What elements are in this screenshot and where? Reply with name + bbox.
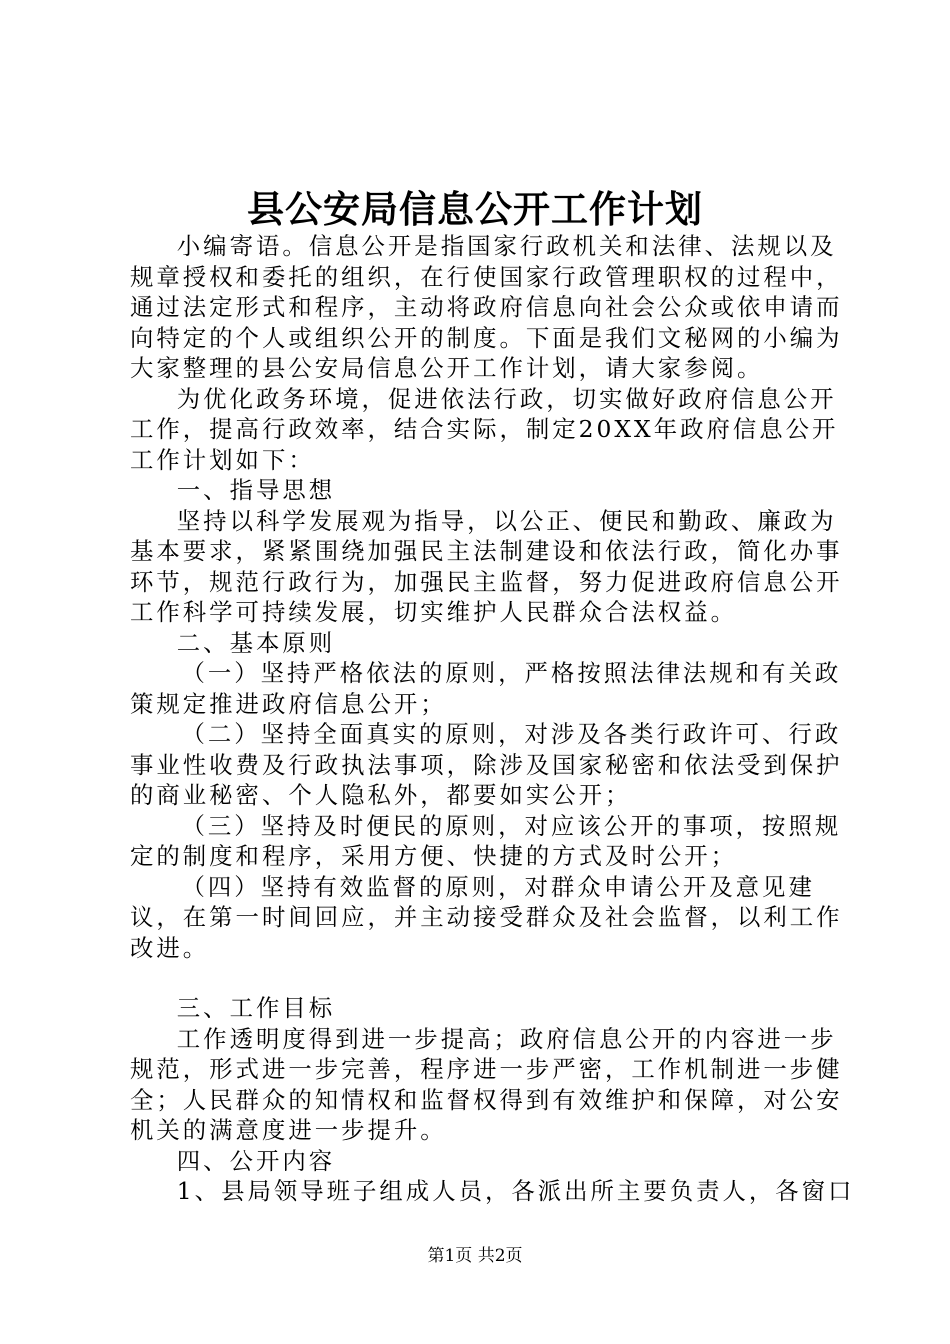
principle-item-2: （二）坚持全面真实的原则，对涉及各类行政许可、行政事业性收费及行政执法事项，除涉及国家秘密和依法受到保护的商业秘密、个人隐私外，都要如实公开； [130,720,843,809]
document-body [130,231,855,1207]
document-title: 县公安局信息公开工作计划 [247,187,703,231]
intro-paragraph: 小编寄语。信息公开是指国家行政机关和法律、法规以及规章授权和委托的组织，在行使国家行政管理职权的过程中，通过法定形式和程序，主动将政府信息向社会公众或依申请而向特定的个人或组织公开的制度。下面是我们文秘网的小编为大家整理的县公安局信息公开工作计划，请大家参阅。 [130,232,843,382]
section-heading-work-goals: 三、工作目标 [176,994,336,1022]
work-goals-paragraph: 工作透明度得到进一步提高；政府信息公开的内容进一步规范，形式进一步完善，程序进一步严密，工作机制进一步健全；人民群众的知情权和监督权得到有效维护和保障，对公安机关的满意度进一步提升。 [130,1024,843,1144]
principle-item-4: （四）坚持有效监督的原则，对群众申请公开及意见建议，在第一时间回应，并主动接受群众及社会监督，以利工作改进。 [130,872,843,962]
principle-item-3: （三）坚持及时便民的原则，对应该公开的事项，按照规定的制度和程序，采用方便、快捷的方式及时公开； [130,811,842,870]
section-heading-basic-principles: 二、基本原则 [176,628,336,657]
disclosure-item-1: 1、县局领导班子组成人员，各派出所主要负责人，各窗口 [176,1177,855,1205]
guiding-ideology-paragraph: 坚持以科学发展观为指导，以公正、便民和勤政、廉政为基本要求，紧紧围绕加强民主法制建设和依法行政，简化办事环节，规范行政行为，加强民主监督，努力促进政府信息公开工作科学可持续发展，切实维护人民群众合法权益。 [130,506,843,626]
section-heading-disclosure-content: 四、公开内容 [176,1146,336,1175]
purpose-paragraph: 为优化政务环境，促进依法行政，切实做好政府信息公开工作，提高行政效率，结合实际，制定20XX年政府信息公开工作计划如下： [130,384,839,474]
page-footer: 第1页 共2页 [427,1246,523,1266]
principle-item-1: （一）坚持严格依法的原则，严格按照法律法规和有关政策规定推进政府信息公开； [130,659,842,718]
section-heading-guiding-ideology: 一、指导思想 [176,476,336,504]
